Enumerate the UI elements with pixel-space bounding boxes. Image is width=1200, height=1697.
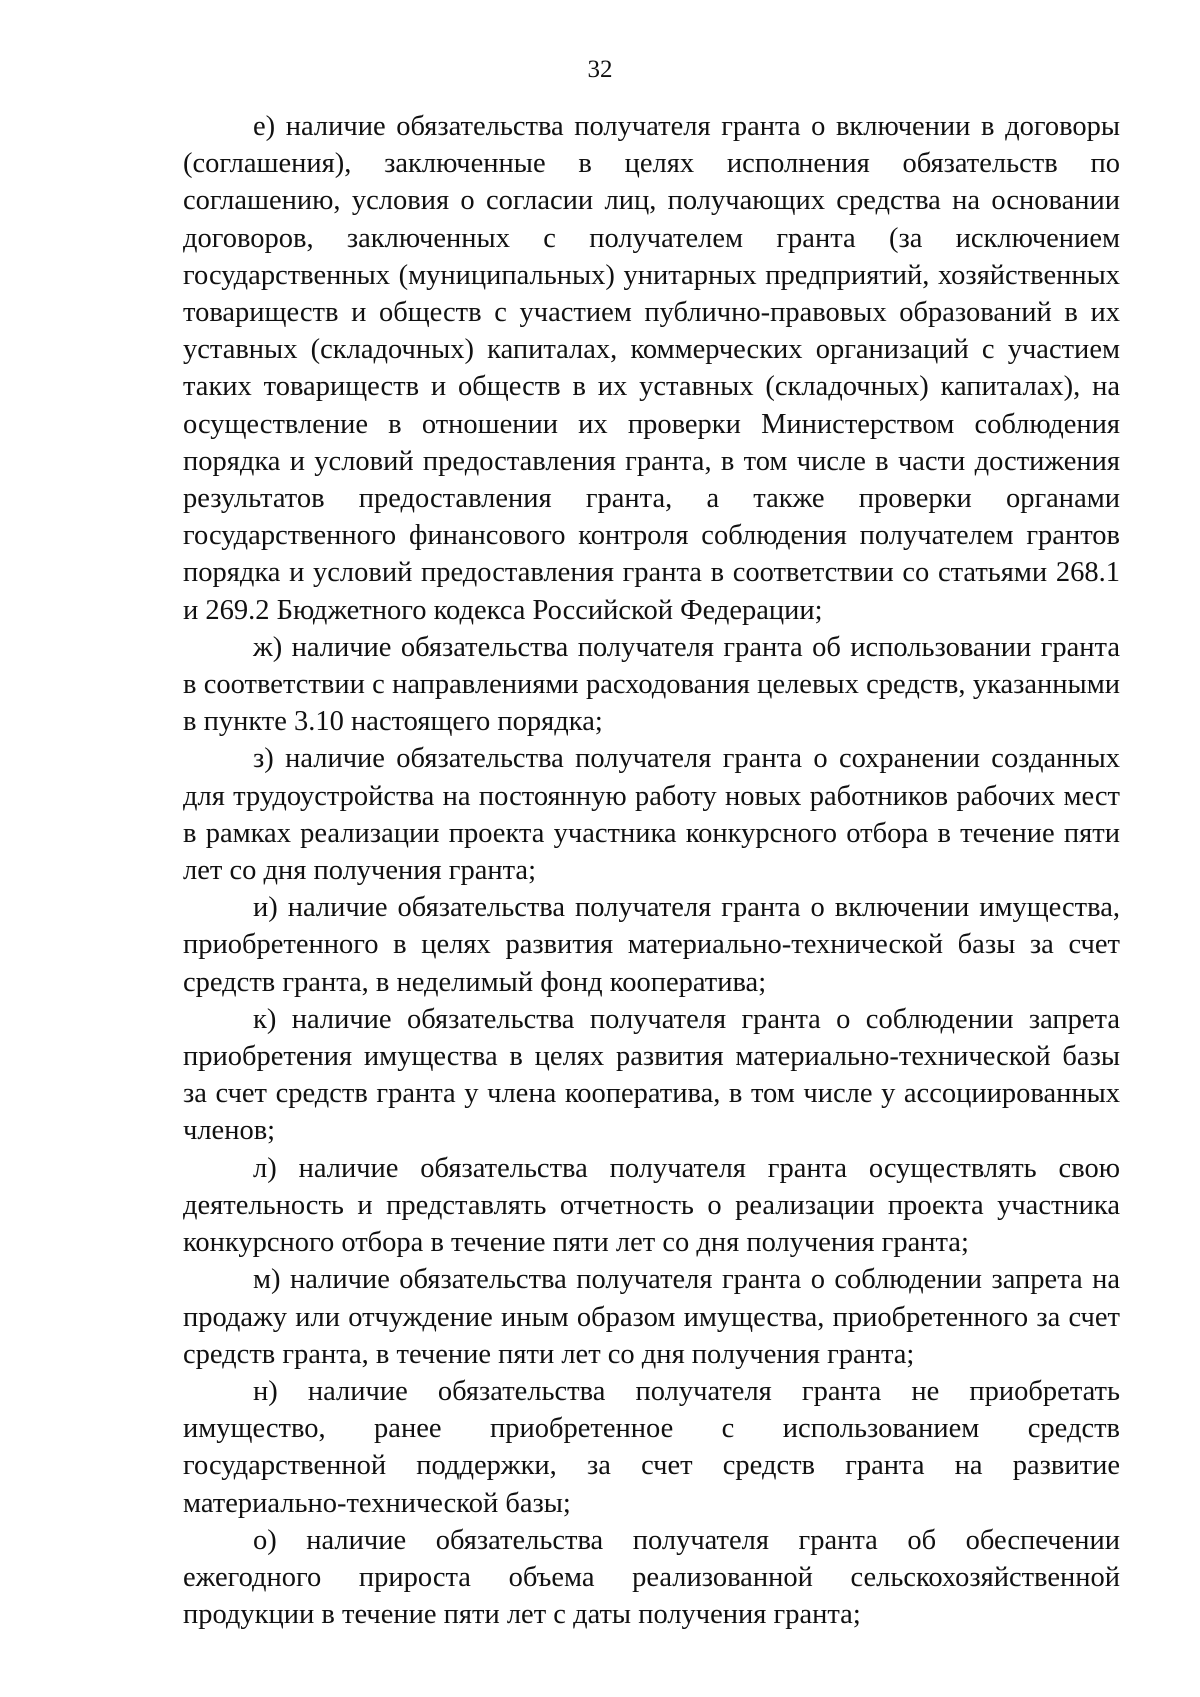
paragraph-n: н) наличие обязательства получателя гранта не приобретать имущество, ранее приобретенное с использованием средств государственной поддержки, за счет средств гранта на развитие материально-технической базы; — [183, 1375, 1120, 1519]
document-body — [183, 108, 1120, 1633]
paragraph-zh: ж) наличие обязательства получателя гранта об использовании гранта в соответствии с направлениями расходования целевых средств, указанными в пункте 3.10 настоящего порядка; — [183, 631, 1120, 738]
paragraph-k: к) наличие обязательства получателя гранта о соблюдении запрета приобретения имущества в целях развития материально-технической базы за счет средств гранта у члена кооператива, в том числе у ассоциированных членов; — [183, 1003, 1120, 1147]
paragraph-l: л) наличие обязательства получателя гранта осуществлять свою деятельность и представлять отчетность о реализации проекта участника конкурсного отбора в течение пяти лет со дня получения гранта; — [183, 1152, 1120, 1259]
page-number: 32 — [587, 56, 613, 83]
paragraph-i: и) наличие обязательства получателя гранта о включении имущества, приобретенного в целях развития материально-технической базы за счет средств гранта, в неделимый фонд кооператива; — [183, 892, 1120, 998]
paragraph-m: м) наличие обязательства получателя гранта о соблюдении запрета на продажу или отчуждение иным образом имущества, приобретенного за счет средств гранта, в течение пяти лет со дня получения гранта; — [183, 1264, 1120, 1370]
paragraph-e: е) наличие обязательства получателя гранта о включении в договоры (соглашения), заключенные в целях исполнения обязательств по соглашению, условия о согласии лиц, получающих средства на основании договоров, заключенных с получателем гранта (за исключением государственных (муниципальных) унитарных предприятий, хозяйственных товариществ и обществ с участием публично-правовых образований в их уставных (складочных) капиталах, коммерческих организаций с участием таких товариществ и обществ в их уставных (складочных) капиталах), на осуществление в отношении их проверки Министерством соблюдения порядка и условий предоставления гранта, в том числе в части достижения результатов предоставления гранта, а также проверки органами государственного финансового контроля соблюдения получателем грантов порядка и условий предоставления гранта в соответствии со статьями 268.1 и 269.2 Бюджетного кодекса Российской Федерации; — [183, 111, 1120, 626]
paragraph-o: о) наличие обязательства получателя гранта об обеспечении ежегодного прироста объема реализованной сельскохозяйственной продукции в течение пяти лет с даты получения гранта; — [183, 1524, 1120, 1631]
paragraph-z: з) наличие обязательства получателя гранта о сохранении созданных для трудоустройства на постоянную работу новых работников рабочих мест в рамках реализации проекта участника конкурсного отбора в течение пяти лет со дня получения гранта; — [183, 743, 1120, 887]
